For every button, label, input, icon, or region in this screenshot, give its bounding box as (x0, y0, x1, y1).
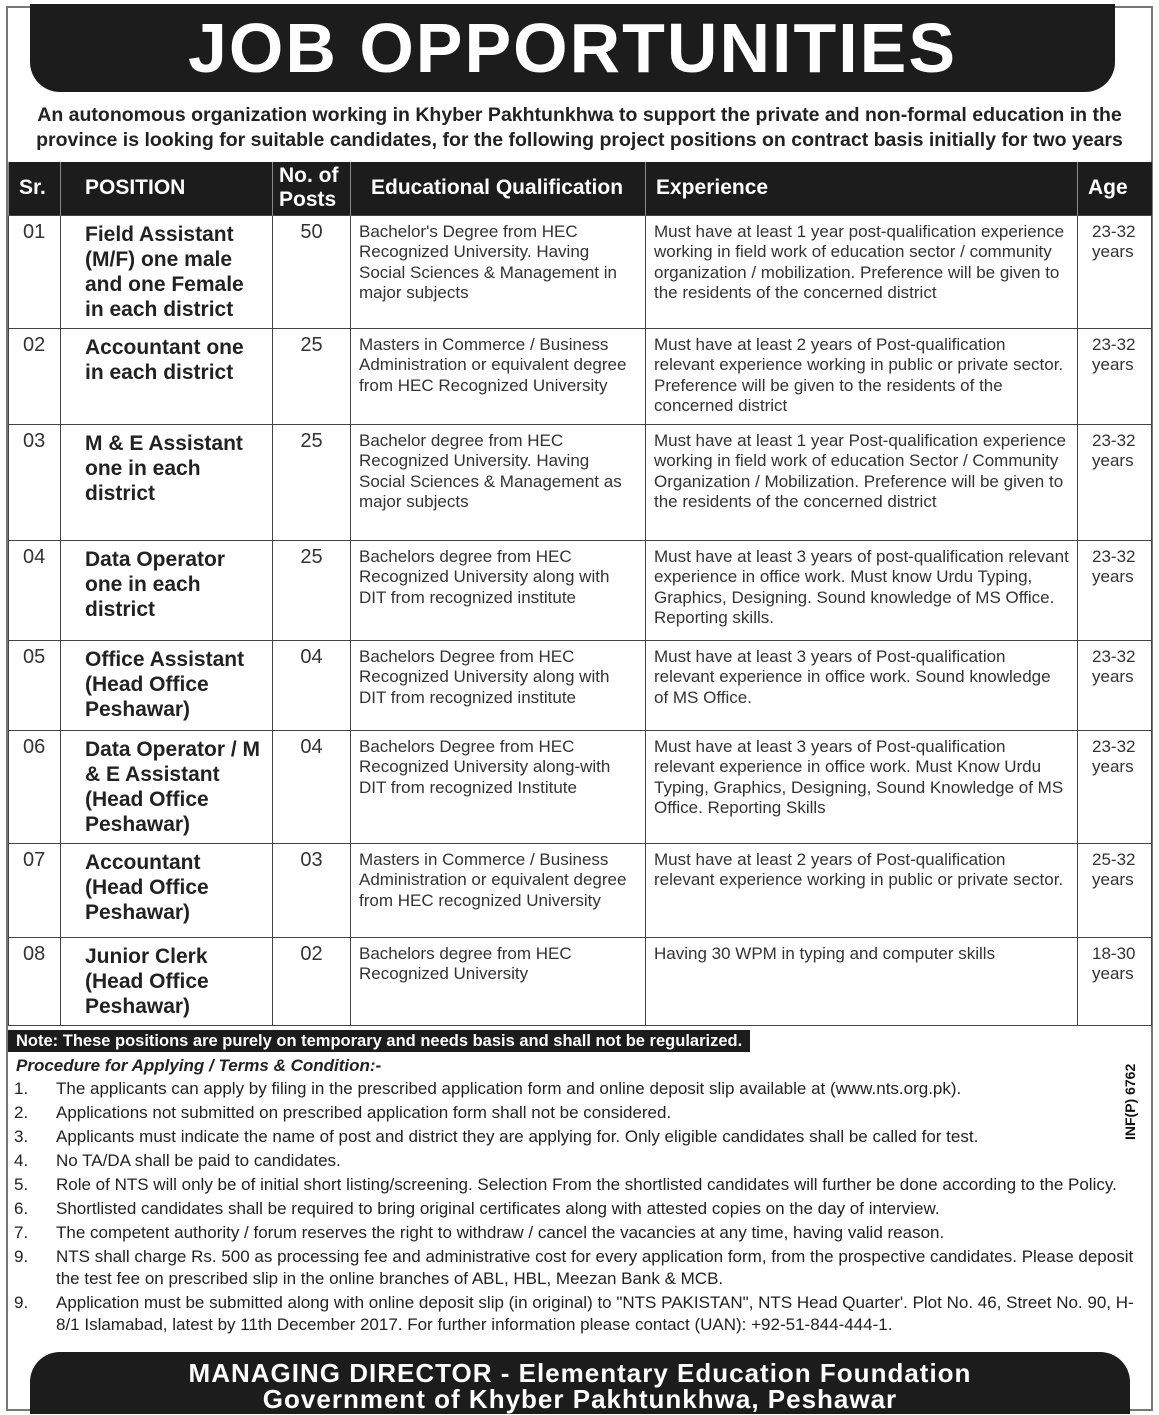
row-posts: 25 (273, 540, 351, 640)
row-posts: 50 (273, 215, 351, 328)
table-header (9, 162, 1152, 215)
row-sr: 08 (9, 937, 61, 1025)
procedure-heading: Procedure for Applying / Terms & Condition:- (16, 1056, 382, 1075)
header-education: Educational Qualification (351, 162, 646, 215)
footer-line1: MANAGING DIRECTOR - Elementary Education Foundation (188, 1358, 972, 1388)
row-education: Masters in Commerce / Business Administration or equivalent degree from HEC Recognized University (351, 328, 646, 424)
row-sr: 02 (9, 328, 61, 424)
row-posts: 03 (273, 843, 351, 937)
term-item (14, 1246, 1144, 1290)
row-age: 23-32 years (1078, 640, 1152, 730)
term-text: Role of NTS will only be of initial short listing/screening. Selection From the shortlisted candidates will further be done according to the Policy. (56, 1175, 1117, 1194)
row-position: Accountant one in each district (61, 328, 273, 424)
term-text: NTS shall charge Rs. 500 as processing fee and administrative cost for every application form, from the prospective candidates. Please deposit the test fee on prescribed slip in the online branches of ABL, HBL, Meezan Bank & MCB. (56, 1247, 1134, 1288)
term-number: 2. (14, 1103, 29, 1122)
term-text: Applicants must indicate the name of post and district they are applying for. Only eligible candidates shall be called for test. (56, 1127, 979, 1146)
header-experience: Experience (646, 162, 1078, 215)
terms-list (14, 1078, 1144, 1338)
table-row (9, 843, 1152, 937)
term-number: 7. (14, 1223, 29, 1242)
row-position: Office Assistant (Head Office Peshawar) (61, 640, 273, 730)
term-item (14, 1126, 1144, 1148)
row-age: 18-30 years (1078, 937, 1152, 1025)
row-age: 23-32 years (1078, 424, 1152, 540)
row-sr: 06 (9, 730, 61, 843)
inf-code: INF(P) 6762 (1122, 1063, 1138, 1140)
term-number: 4. (14, 1151, 29, 1170)
row-education: Bachelors degree from HEC Recognized University (351, 937, 646, 1025)
table-row (9, 540, 1152, 640)
row-posts: 04 (273, 730, 351, 843)
term-item (14, 1078, 1144, 1100)
header-position: POSITION (61, 162, 273, 215)
row-posts: 02 (273, 937, 351, 1025)
term-item (14, 1174, 1144, 1196)
table-row (9, 937, 1152, 1025)
term-text: The applicants can apply by filing in the prescribed application form and online deposit slip available at (www.nts.org.pk). (56, 1079, 962, 1098)
row-sr: 01 (9, 215, 61, 328)
header-posts: No. of Posts (273, 162, 351, 215)
term-number: 6. (14, 1199, 29, 1218)
row-experience: Must have at least 3 years of Post-qualification relevant experience in office work. Sound knowledge of MS Office. (646, 640, 1078, 730)
intro-text: An autonomous organization working in Khyber Pakhtunkhwa to support the private and non-formal education in the province is looking for suitable candidates, for the following project positions on contract basis initially for two years (36, 104, 1123, 151)
footer-banner (30, 1352, 1130, 1414)
row-position: M & E Assistant one in each district (61, 424, 273, 540)
term-text: Shortlisted candidates shall be required to bring original certificates along with attested copies on the day of interview. (56, 1199, 940, 1218)
positions-table (8, 162, 1152, 1026)
row-education: Bachelors Degree from HEC Recognized University along-with DIT from recognized Institute (351, 730, 646, 843)
table-row (9, 730, 1152, 843)
term-number: 1. (14, 1079, 29, 1098)
footer-line2: Government of Khyber Pakhtunkhwa, Peshawar (262, 1384, 898, 1414)
term-item (14, 1198, 1144, 1220)
row-education: Masters in Commerce / Business Administration or equivalent degree from HEC recognized University (351, 843, 646, 937)
header-age: Age (1078, 162, 1152, 215)
term-text: Applications not submitted on prescribed application form shall not be considered. (56, 1103, 672, 1122)
row-education: Bachelor's Degree from HEC Recognized University. Having Social Sciences & Management in major subjects (351, 215, 646, 328)
term-item (14, 1150, 1144, 1172)
table-row (9, 215, 1152, 328)
row-posts: 25 (273, 424, 351, 540)
row-posts: 04 (273, 640, 351, 730)
row-position: Accountant (Head Office Peshawar) (61, 843, 273, 937)
note-banner: Note: These positions are purely on temporary and needs basis and shall not be regularized. (8, 1030, 750, 1052)
row-position: Data Operator / M & E Assistant (Head Office Peshawar) (61, 730, 273, 843)
term-number: 9. (14, 1293, 29, 1312)
row-sr: 04 (9, 540, 61, 640)
table-row (9, 328, 1152, 424)
row-sr: 03 (9, 424, 61, 540)
row-age: 25-32 years (1078, 843, 1152, 937)
row-sr: 05 (9, 640, 61, 730)
row-age: 23-32 years (1078, 328, 1152, 424)
row-sr: 07 (9, 843, 61, 937)
row-education: Bachelors Degree from HEC Recognized University along with DIT from recognized institute (351, 640, 646, 730)
row-age: 23-32 years (1078, 215, 1152, 328)
row-experience: Must have at least 2 years of Post-qualification relevant experience working in public or private sector. Preference will be given to the residents of the concerned district (646, 328, 1078, 424)
row-experience: Must have at least 1 year post-qualification experience working in field work of education sector / community organization / mobilization. Preference will be given to the residents of the concerned district (646, 215, 1078, 328)
row-position: Junior Clerk (Head Office Peshawar) (61, 937, 273, 1025)
page-title: JOB OPPORTUNITIES (30, 4, 1115, 92)
row-experience: Must have at least 3 years of Post-qualification relevant experience in office work. Must Know Urdu Typing, Graphics, Designing, Sound Knowledge of MS Office. Reporting Skills (646, 730, 1078, 843)
row-posts: 25 (273, 328, 351, 424)
term-item (14, 1292, 1144, 1336)
row-experience: Having 30 WPM in typing and computer skills (646, 937, 1078, 1025)
term-text: No TA/DA shall be paid to candidates. (56, 1151, 341, 1170)
row-position: Data Operator one in each district (61, 540, 273, 640)
row-experience: Must have at least 1 year Post-qualification experience working in field work of education Sector / Community Organization / Mobilization. Preference will be given to the residents of the concerned district (646, 424, 1078, 540)
row-education: Bachelor degree from HEC Recognized University. Having Social Sciences & Management as major subjects (351, 424, 646, 540)
header-sr: Sr. (9, 162, 61, 215)
term-text: Application must be submitted along with online deposit slip (in original) to "NTS PAKISTAN", NTS Head Quarter'. Plot No. 46, Street No. 90, H-8/1 Islamabad, latest by 11th December 2017. For further information please contact (UAN): +92-51-844-444-1. (56, 1293, 1134, 1334)
row-experience: Must have at least 3 years of post-qualification relevant experience in office work. Must know Urdu Typing, Graphics, Designing. Sound knowledge of MS Office. Reporting skills. (646, 540, 1078, 640)
row-age: 23-32 years (1078, 540, 1152, 640)
term-text: The competent authority / forum reserves the right to withdraw / cancel the vacancies at any time, having valid reason. (56, 1223, 945, 1242)
term-item (14, 1102, 1144, 1124)
term-item (14, 1222, 1144, 1244)
row-education: Bachelors degree from HEC Recognized University along with DIT from recognized institute (351, 540, 646, 640)
row-age: 23-32 years (1078, 730, 1152, 843)
row-experience: Must have at least 2 years of Post-qualification relevant experience working in public or private sector. (646, 843, 1078, 937)
term-number: 3. (14, 1127, 29, 1146)
term-number: 5. (14, 1175, 29, 1194)
term-number: 9. (14, 1247, 29, 1266)
table-row (9, 640, 1152, 730)
table-row (9, 424, 1152, 540)
row-position: Field Assistant (M/F) one male and one Female in each district (61, 215, 273, 328)
